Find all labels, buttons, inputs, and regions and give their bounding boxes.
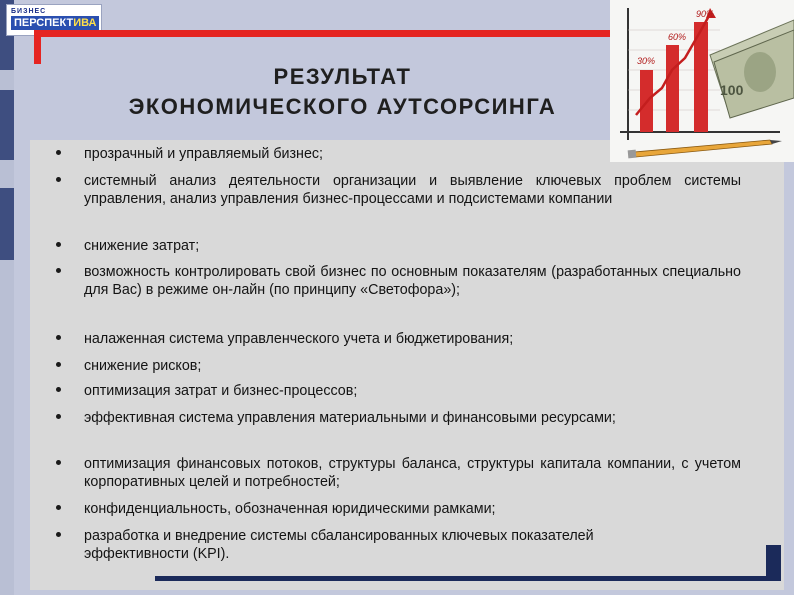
- bullet-dot: [56, 460, 61, 465]
- list-item: возможность контролировать свой бизнес по основным показателям (разработанных специально для Вас) в режиме он-лайн (по принципу «Светофора»);: [56, 263, 741, 299]
- chart-label: 60%: [668, 32, 687, 42]
- logo-main-text: ПЕРСПЕКТИВА: [11, 16, 99, 30]
- corner-decor-line: [155, 576, 781, 581]
- list-item: прозрачный и управляемый бизнес;: [56, 145, 741, 163]
- list-item: разработка и внедрение системы сбалансированных ключевых показателей эффективности (KPI).: [56, 527, 596, 563]
- bullet-dot: [56, 177, 61, 182]
- list-item: налаженная система управленческого учета и бюджетирования;: [56, 330, 741, 348]
- list-item: конфиденциальность, обозначенная юридическими рамками;: [56, 500, 741, 518]
- left-decor-bar: [0, 188, 14, 260]
- list-item: снижение рисков;: [56, 357, 741, 375]
- svg-text:100: 100: [720, 82, 744, 98]
- bullet-dot: [56, 532, 61, 537]
- page-title: [70, 62, 615, 122]
- title-line-2: ЭКОНОМИЧЕСКОГО АУТСОРСИНГА: [128, 94, 557, 119]
- illustration-graphic: [610, 0, 794, 162]
- list-item: снижение затрат;: [56, 237, 741, 255]
- list-item: эффективная система управления материальными и финансовыми ресурсами;: [56, 409, 741, 427]
- title-line-1: РЕЗУЛЬТАТ: [273, 64, 412, 89]
- bullet-dot: [56, 362, 61, 367]
- bullet-dot: [56, 335, 61, 340]
- logo-top-text: БИЗНЕС: [11, 8, 47, 15]
- chart-bar: [666, 45, 679, 132]
- bullet-dot: [56, 242, 61, 247]
- left-decor-bar: [0, 90, 14, 160]
- bullet-dot: [56, 387, 61, 392]
- red-accent-line: [34, 30, 624, 37]
- red-accent-line-vertical: [34, 30, 41, 64]
- bullet-dot: [56, 268, 61, 273]
- bullet-dot: [56, 505, 61, 510]
- corner-decor: [766, 545, 781, 580]
- growth-chart-money-illustration: [610, 0, 794, 162]
- bullet-dot: [56, 414, 61, 419]
- chart-label: 30%: [637, 56, 656, 66]
- list-item: оптимизация затрат и бизнес-процессов;: [56, 382, 741, 400]
- list-item: оптимизация финансовых потоков, структуры баланса, структуры капитала компании, с учетом корпоративных целей и потребностей;: [56, 455, 741, 491]
- chart-label: 90%: [696, 9, 715, 19]
- bullet-dot: [56, 150, 61, 155]
- list-item: системный анализ деятельности организации и выявление ключевых проблем системы управления, анализ управления бизнес-процессами и подсистемами компании: [56, 172, 741, 208]
